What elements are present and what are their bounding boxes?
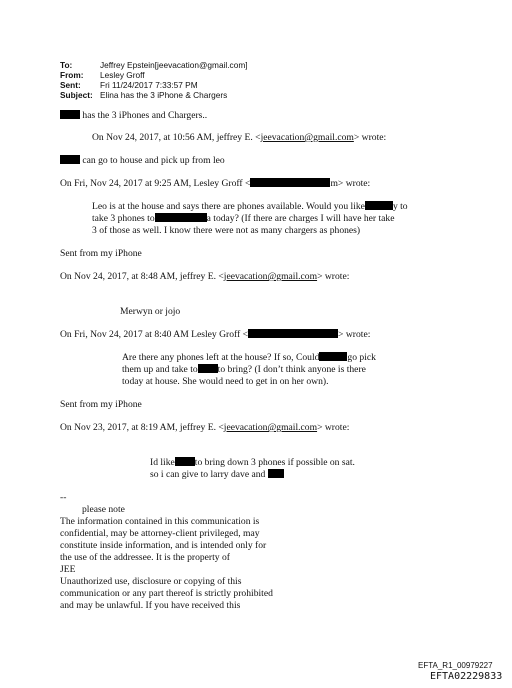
sent-label: Sent:: [60, 80, 81, 90]
redaction: [365, 201, 393, 210]
body-line-3: can go to house and pick up from leo: [60, 155, 225, 166]
document-id-2: EFTA02229833: [430, 671, 503, 682]
sent-from-2: Sent from my iPhone: [60, 399, 142, 410]
header-to: [60, 60, 248, 70]
email-link[interactable]: jeevacation@gmail.com: [223, 422, 318, 433]
sig-line-2: The information contained in this communication is: [60, 516, 260, 527]
header-sent: [60, 80, 198, 90]
sent-from-1: Sent from my iPhone: [60, 248, 142, 259]
header-from: [60, 70, 145, 80]
redaction: [250, 178, 330, 187]
header-subject: [60, 90, 227, 100]
body-line-14: today at house. She would need to get in on her own).: [122, 376, 329, 387]
body-line-12: Are there any phones left at the house? If so, Could go pick: [122, 352, 376, 363]
sig-line-5: the use of the addressee. It is the property of: [60, 552, 230, 563]
quote-header-3: On Nov 24, 2017, at 8:48 AM, jeffrey E. <jeevacation@gmail.com> wrote:: [60, 271, 350, 282]
redaction: [60, 110, 80, 119]
quote-header-2: On Fri, Nov 24, 2017 at 9:25 AM, Lesley Groff < m> wrote:: [60, 178, 371, 189]
quote-header-1: On Nov 24, 2017, at 10:56 AM, jeffrey E. <jeevacation@gmail.com> wrote:: [92, 132, 387, 143]
email-link[interactable]: jeevacation@gmail.com: [223, 271, 318, 282]
sig-line-3: confidential, may be attorney-client privileged, may: [60, 528, 260, 539]
sig-line-1: please note: [82, 504, 125, 515]
document-id-1: EFTA_R1_00979227: [418, 661, 493, 670]
redaction: [155, 213, 207, 222]
from-label: From:: [60, 70, 84, 80]
from-value: Lesley Groff: [100, 70, 145, 80]
to-value: Jeffrey Epstein[jeevacation@gmail.com]: [100, 60, 248, 70]
subject-label: Subject:: [60, 90, 93, 100]
body-line-13: them up and take to to bring? (I don’t think anyone is there: [122, 364, 366, 375]
subject-value: Elina has the 3 iPhone & Chargers: [100, 90, 228, 100]
sent-value: Fri 11/24/2017 7:33:57 PM: [100, 80, 198, 90]
sig-line-9: and may be unlawful. If you have received this: [60, 600, 241, 611]
body-line-10: Merwyn or jojo: [120, 306, 181, 317]
redaction: [60, 155, 80, 164]
body-line-1: has the 3 iPhones and Chargers..: [60, 110, 207, 121]
sig-line-8: communication or any part thereof is strictly prohibited: [60, 588, 273, 599]
redaction: [319, 352, 347, 361]
body-line-18: so i can give to larry dave and: [150, 469, 284, 480]
redaction: [268, 469, 284, 478]
body-line-7: 3 of those as well. I know there were not as many chargers as phones): [92, 225, 361, 236]
redaction: [198, 364, 218, 373]
redaction: [248, 329, 338, 338]
sig-line-6: JEE: [60, 564, 76, 575]
sig-line-7: Unauthorized use, disclosure or copying of this: [60, 576, 242, 587]
quote-header-5: On Nov 23, 2017, at 8:19 AM, jeffrey E. <jeevacation@gmail.com> wrote:: [60, 422, 350, 433]
body-line-6: take 3 phones to a today? (If there are charges I will have her take: [92, 213, 395, 224]
body-line-17: Id like to bring down 3 phones if possible on sat.: [150, 457, 355, 468]
sig-dash: --: [60, 492, 67, 503]
body-line-5: Leo is at the house and says there are phones available. Would you like y to: [92, 201, 408, 212]
sig-line-4: constitute inside information, and is intended only for: [60, 540, 267, 551]
quote-header-4: On Fri, Nov 24, 2017 at 8:40 AM Lesley Groff < > wrote:: [60, 329, 371, 340]
to-label: To:: [60, 60, 73, 70]
email-link[interactable]: jeevacation@gmail.com: [260, 132, 354, 143]
redaction: [175, 457, 195, 466]
